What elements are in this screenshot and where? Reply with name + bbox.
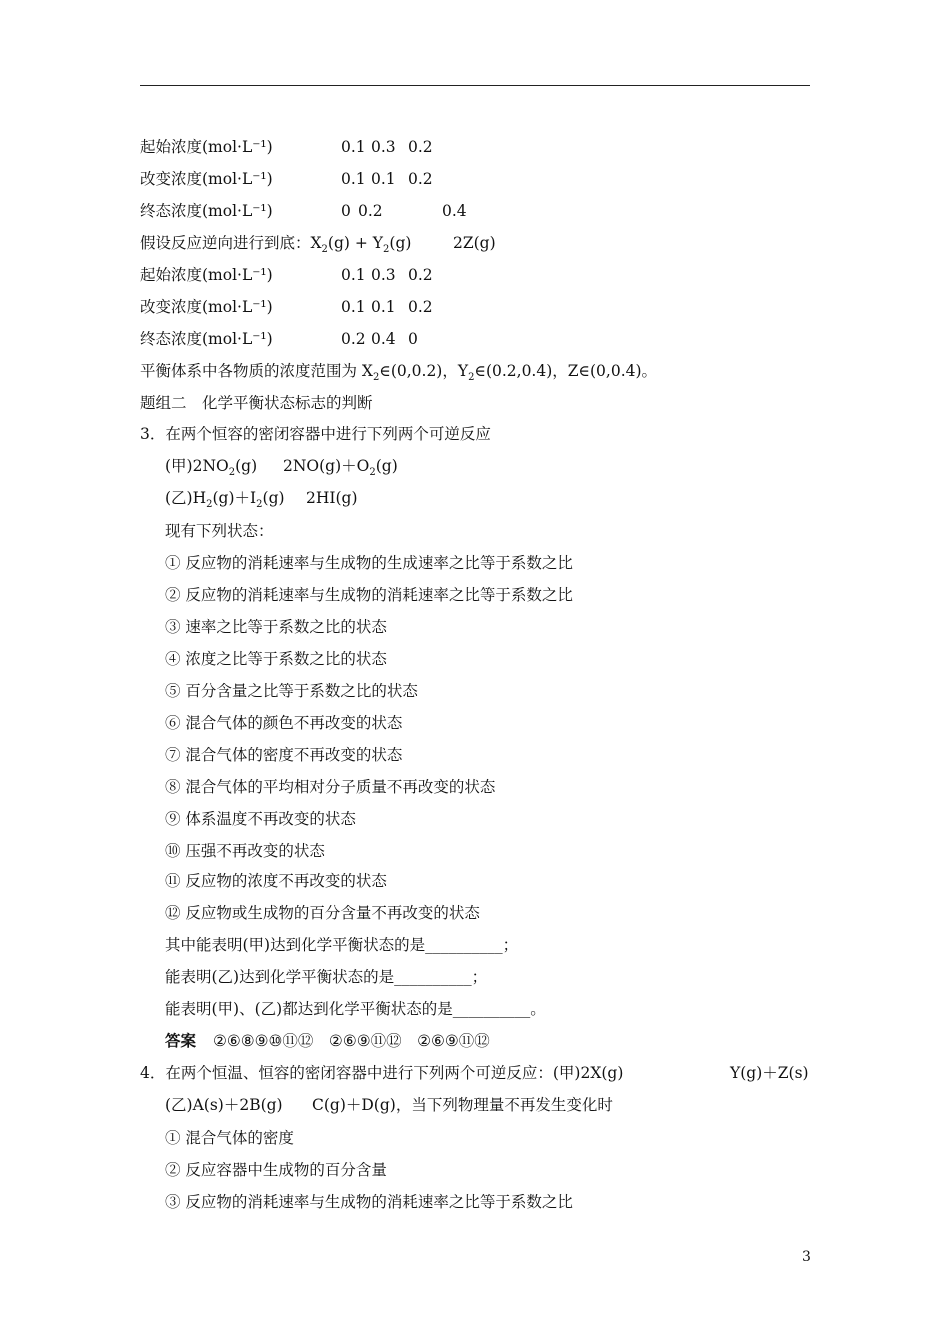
table-row: 终态浓度(mol·L⁻¹) 0 0.2 0.4 — [140, 202, 467, 220]
q3-reaction-jia: (甲)$2NO_2(g)$ $2NO(g)+O_2(g)$ — [165, 457, 398, 479]
list-item: ⑥ 混合气体的颜色不再改变的状态 — [165, 714, 403, 732]
q4-stem: 4．在两个恒温、恒容的密闭容器中进行下列两个可逆反应：(甲)2X(g) Y(g)＋Z(s) — [140, 1064, 809, 1082]
answer-text: ②⑥⑧⑨⑩⑪⑫ ②⑥⑨⑪⑫ ②⑥⑨⑪⑫ — [212, 1032, 490, 1050]
list-item: ⑤ 百分含量之比等于系数之比的状态 — [165, 682, 418, 700]
table-row: 起始浓度(mol·L⁻¹) 0.1 0.3 0.2 — [140, 266, 433, 284]
list-item: ① 混合气体的密度 — [165, 1129, 294, 1147]
q3-reaction-yi: (乙)$H_2(g)+I_2(g)$ 2HI(g) — [165, 489, 358, 511]
list-item: ⑨ 体系温度不再改变的状态 — [165, 810, 356, 828]
header-rule — [140, 85, 810, 86]
list-item: ② 反应物的消耗速率与生成物的消耗速率之比等于系数之比 — [165, 586, 573, 604]
q3-intro: 现有下列状态： — [165, 522, 274, 540]
group-heading: 题组二 化学平衡状态标志的判断 — [140, 394, 373, 412]
answer-label: 答案 — [165, 1031, 197, 1050]
list-item: ④ 浓度之比等于系数之比的状态 — [165, 650, 387, 668]
table-row: 改变浓度(mol·L⁻¹) 0.1 0.1 0.2 — [140, 170, 433, 188]
list-item: ⑫ 反应物或生成物的百分含量不再改变的状态 — [165, 904, 480, 922]
list-item: ⑦ 混合气体的密度不再改变的状态 — [165, 746, 403, 764]
q3-stem: 3．在两个恒容的密闭容器中进行下列两个可逆反应 — [140, 425, 491, 443]
q3-question-jia: 其中能表明(甲)达到化学平衡状态的是__________； — [165, 936, 519, 954]
list-item: ⑩ 压强不再改变的状态 — [165, 842, 325, 860]
page-number: 3 — [802, 1249, 811, 1265]
list-item: ② 反应容器中生成物的百分含量 — [165, 1161, 387, 1179]
list-item: ③ 反应物的消耗速率与生成物的消耗速率之比等于系数之比 — [165, 1193, 573, 1211]
concentration-range: 平衡体系中各物质的浓度范围为 $X_2\in(0,0.2)$，$Y_2\in(0.2,0.4)$，Z∈(0,0.4)。 — [140, 362, 658, 384]
q3-question-yi: 能表明(乙)达到化学平衡状态的是__________； — [165, 968, 488, 986]
list-item: ① 反应物的消耗速率与生成物的生成速率之比等于系数之比 — [165, 554, 573, 572]
list-item: ③ 速率之比等于系数之比的状态 — [165, 618, 387, 636]
table-row: 起始浓度(mol·L⁻¹) 0.1 0.3 0.2 — [140, 138, 433, 156]
q3-question-both: 能表明(甲)、(乙)都达到化学平衡状态的是__________。 — [165, 1000, 546, 1018]
table-row: 终态浓度(mol·L⁻¹) 0.2 0.4 0 — [140, 330, 418, 348]
list-item: ⑧ 混合气体的平均相对分子质量不再改变的状态 — [165, 778, 496, 796]
table-row: 改变浓度(mol·L⁻¹) 0.1 0.1 0.2 — [140, 298, 433, 316]
q4-reaction-yi: (乙)A(s)＋2B(g) C(g)＋D(g)，当下列物理量不再发生变化时 — [165, 1096, 613, 1114]
list-item: ⑪ 反应物的浓度不再改变的状态 — [165, 872, 387, 890]
reverse-assumption: 假设反应逆向进行到底：$X_2(g) + Y_2(g)$ 2Z(g) — [140, 234, 496, 256]
q3-answer — [165, 1031, 490, 1051]
